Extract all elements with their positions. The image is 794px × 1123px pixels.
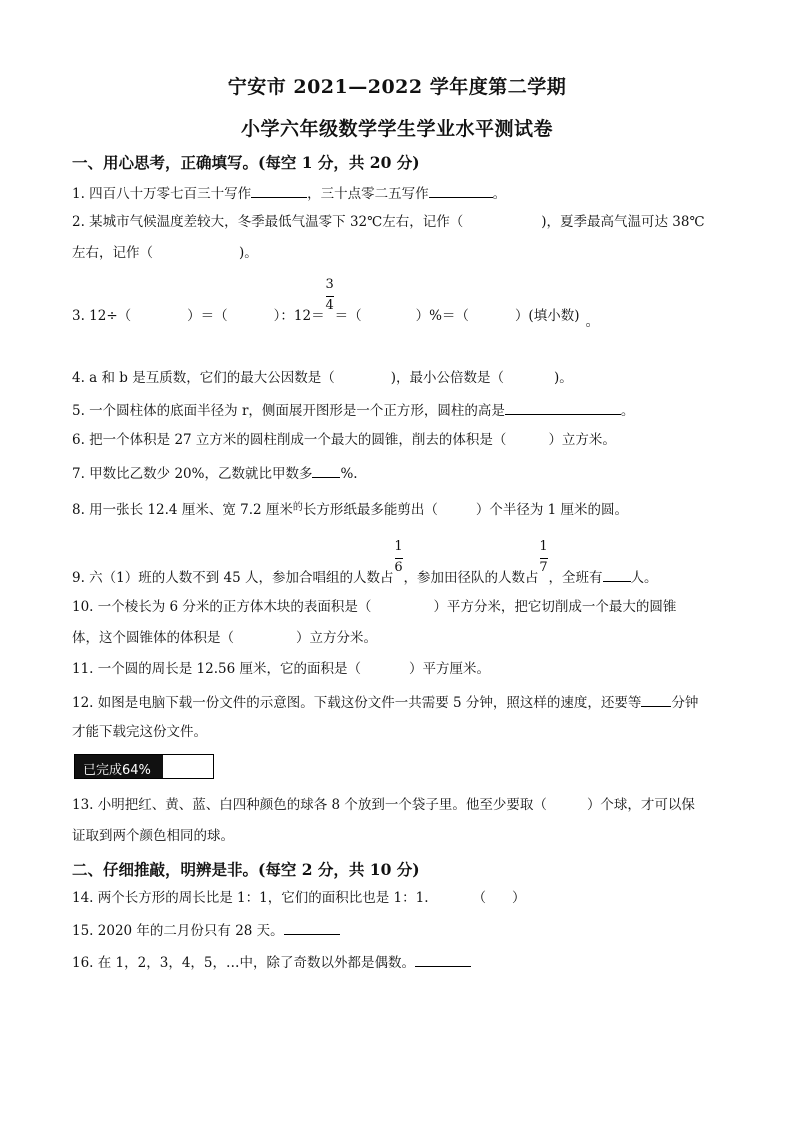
q9-text-b: ，参加田径队的人数占 — [403, 570, 539, 586]
q9-text-d: 人。 — [630, 570, 658, 586]
q12-answer-blank[interactable] — [641, 692, 671, 707]
q12-text-a: 12. 如图是电脑下载一份文件的示意图。下载这份文件一共需要 5 分钟，照这样的速度，还要等 — [72, 695, 642, 711]
q13-text-a: 13. 小明把红、黄、蓝、白四种颜色的球各 8 个放到一个袋子里。他至少要取（ — [72, 797, 547, 813]
q10-text-a: 10. 一个棱长为 6 分米的正方体木块的表面积是（ — [72, 599, 372, 615]
q10-text-c: 体，这个圆锥体的体积是（ — [72, 630, 234, 646]
question-7 — [72, 463, 358, 483]
download-progress-label: 已完成64% — [83, 763, 151, 778]
q2-text-b: )，夏季最高气温可达 38℃ — [541, 214, 705, 230]
q4-text-c: )。 — [554, 370, 573, 386]
q1-text-b: ，三十点零二五写作 — [307, 186, 429, 202]
question-5 — [72, 400, 634, 420]
q16-answer-blank[interactable] — [415, 952, 471, 967]
exam-title: 宁安市 2021—2022 学年度第二学期 — [227, 76, 567, 98]
q9-text-c: ，全班有 — [548, 570, 603, 586]
q10-text-b: ）平方分米，把它切削成一个最大的圆锥 — [433, 599, 677, 615]
q15-answer-blank[interactable] — [284, 920, 340, 935]
question-2-cont — [72, 244, 258, 262]
q15-text-a: 15. 2020 年的二月份只有 28 天。 — [72, 923, 284, 939]
q2-text-d: )。 — [239, 245, 258, 261]
question-4 — [72, 369, 573, 387]
q9-answer-blank[interactable] — [603, 567, 631, 582]
q6-text-a: 6. 把一个体积是 27 立方米的圆柱削成一个最大的圆锥，削去的体积是（ — [72, 432, 507, 448]
q5-answer-blank[interactable] — [505, 400, 621, 415]
question-16 — [72, 952, 471, 972]
question-15 — [72, 920, 340, 940]
q4-text-b: )，最小公倍数是（ — [390, 370, 505, 386]
q3-text-c: ）：12＝ — [273, 308, 325, 324]
q7-text-b: %. — [340, 466, 358, 482]
question-12-cont — [72, 723, 207, 741]
question-3 — [72, 277, 600, 330]
question-8 — [72, 501, 628, 521]
question-12 — [72, 692, 698, 712]
q5-text-b: 。 — [620, 403, 635, 419]
q13-text-b: ）个球，才可以保 — [586, 797, 695, 813]
question-10-cont — [72, 629, 377, 647]
q11-text-b: ）平方厘米。 — [409, 661, 490, 677]
question-10 — [72, 598, 676, 616]
q2-text-a: 2. 某城市气候温度差较大，冬季最低气温零下 32℃左右，记作（ — [72, 214, 464, 230]
q9-text-a: 9. 六（1）班的人数不到 45 人，参加合唱组的人数占 — [72, 570, 394, 586]
q3-text-g: 。 — [585, 314, 600, 330]
download-progress-bar — [74, 754, 214, 779]
question-2 — [72, 213, 705, 231]
q8-text-a: 8. 用一张长 12.4 厘米、宽 7.2 厘米 — [72, 502, 293, 518]
q3-text-b: ）＝（ — [187, 308, 228, 324]
q5-text-a: 5. 一个圆柱体的底面半径为 r，侧面展开图形是一个正方形，圆柱的高是 — [72, 403, 505, 419]
q12-text-b: 分钟 — [671, 695, 699, 711]
q13-text-c: 证取到两个颜色相同的球。 — [72, 828, 234, 844]
q14-text-c: ） — [512, 890, 526, 906]
q8-text-b: 长方形纸最多能剪出（ — [302, 502, 438, 518]
question-13-cont — [72, 827, 234, 845]
q12-text-c: 才能下载完这份文件。 — [72, 724, 207, 740]
q2-text-c: 左右，记作（ — [72, 245, 153, 261]
q3-text-d: ＝（ — [334, 308, 362, 324]
q6-text-b: ）立方米。 — [548, 432, 616, 448]
q16-text-a: 16. 在 1，2，3，4，5，…中，除了奇数以外都是偶数。 — [72, 955, 415, 971]
q8-text-c: ）个半径为 1 厘米的圆。 — [475, 502, 629, 518]
q14-text-a: 14. 两个长方形的周长比是 1：1，它们的面积比也是 1：1. — [72, 890, 429, 906]
question-1 — [72, 183, 506, 203]
q4-text-a: 4. a 和 b 是互质数，它们的最大公因数是（ — [72, 370, 335, 386]
fraction-three-quarters: $\frac{3}{4}$ — [325, 277, 334, 313]
question-11 — [72, 660, 490, 678]
question-9 — [72, 539, 658, 587]
question-13 — [72, 796, 695, 814]
q1-text-a: 1. 四百八十万零七百三十写作 — [72, 186, 252, 202]
section-1-heading: 一、用心思考，正确填写。(每空 1 分，共 20 分) — [72, 153, 420, 172]
q3-text-f: ）(填小数) — [514, 308, 580, 324]
q14-text-b: （ — [472, 890, 486, 906]
q1-text-c: 。 — [492, 186, 507, 202]
fraction-one-seventh: $\frac{1}{7}$ — [539, 539, 548, 575]
q3-text-a: 3. 12÷（ — [72, 308, 132, 324]
q7-answer-blank[interactable] — [312, 463, 340, 478]
q3-text-e: ）%＝（ — [415, 308, 469, 324]
q8-text-small: 的 — [292, 502, 303, 513]
fraction-one-sixth: $\frac{1}{6}$ — [394, 539, 403, 575]
q7-text-a: 7. 甲数比乙数少 20%，乙数就比甲数多 — [72, 466, 313, 482]
question-6 — [72, 431, 616, 449]
question-14 — [72, 889, 526, 907]
q1-answer-blank-2[interactable] — [429, 183, 493, 198]
q10-text-d: ）立方分米。 — [296, 630, 377, 646]
exam-subtitle: 小学六年级数学学生学业水平测试卷 — [240, 118, 553, 140]
q11-text-a: 11. 一个圆的周长是 12.56 厘米，它的面积是（ — [72, 661, 361, 677]
section-2-heading: 二、仔细推敲，明辨是非。(每空 2 分，共 10 分) — [72, 860, 420, 879]
q1-answer-blank-1[interactable] — [251, 183, 307, 198]
